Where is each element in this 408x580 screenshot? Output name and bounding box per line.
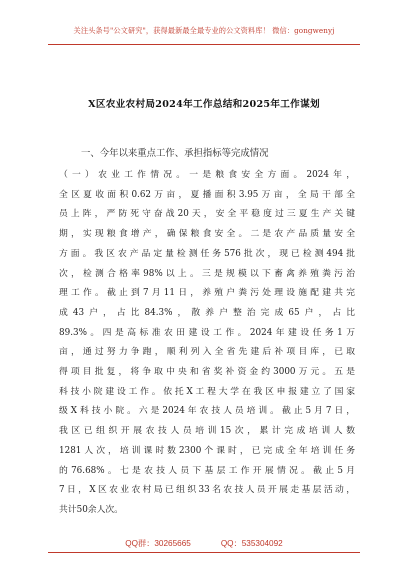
qq-group-number: QQ群：30265665	[125, 539, 191, 548]
section-heading: 一、今年以来重点工作、承担指标等完成情况	[81, 148, 269, 159]
body-line: 期，实现粮食增产，确保粮食安全。二是农产品质量安全	[59, 229, 355, 240]
body-line: 得项目批复，将争取中央和省奖补资金约3000万元。五是	[59, 367, 355, 378]
body-line: 次，检测合格率98%以上。三是规模以下畜禽养殖粪污治	[59, 268, 355, 279]
document-title: X区农业农村局2024年工作总结和2025年工作谋划	[88, 99, 320, 110]
body-line: 共计50余人次。	[59, 504, 123, 515]
footer-contact	[0, 538, 408, 549]
header-divider	[48, 44, 360, 45]
body-line: 级X科技小院。六是2024年农技人员培训。截止5月7日，	[59, 406, 355, 417]
body-line: 科技小院建设工作。依托X工程大学在我区申报建立了国家	[59, 386, 355, 397]
body-line: 理工作。截止到7月11日，养殖户粪污处理设施配建共完	[59, 288, 355, 299]
body-line: 员上阵，严防死守奋战20天，安全平稳度过三夏生产关键	[59, 209, 355, 220]
body-line: 89.3%。四是高标准农田建设工作。2024年建设任务1万	[59, 327, 355, 338]
body-line: 的76.68%。七是农技人员下基层工作开展情况。截止5月	[59, 465, 355, 476]
body-paragraph	[59, 166, 355, 521]
body-line: （一）农业工作情况。一是粮食安全方面。2024年，	[59, 170, 355, 180]
body-line: 成43户，占比84.3%，散养户整治完成65户，占比	[59, 307, 355, 318]
body-line: 全区夏收面积0.62万亩，夏播面积3.95万亩，全局干部全	[59, 189, 355, 200]
body-line: 1281人次，培训课时数2300个课时，已完成全年培训任务	[59, 445, 355, 456]
qq-number: QQ：535304092	[220, 539, 283, 548]
body-line: 我区已组织开展农技人员培训15次，累计完成培训人数	[59, 426, 355, 437]
header-banner: 关注头条号"公文研究"，获得最新最全最专业的公文资料库！ 微信：gongwenyj	[73, 26, 335, 35]
body-line: 亩，通过努力争跑，顺利列入全省先建后补项目库，已取	[59, 347, 355, 358]
body-line: 7日，X区农业农村局已组织33名农技人员开展走基层活动，	[59, 485, 355, 496]
footer-divider	[48, 552, 360, 553]
body-line: 方面。我区农产品定量检测任务576批次，现已检测494批	[59, 248, 355, 259]
